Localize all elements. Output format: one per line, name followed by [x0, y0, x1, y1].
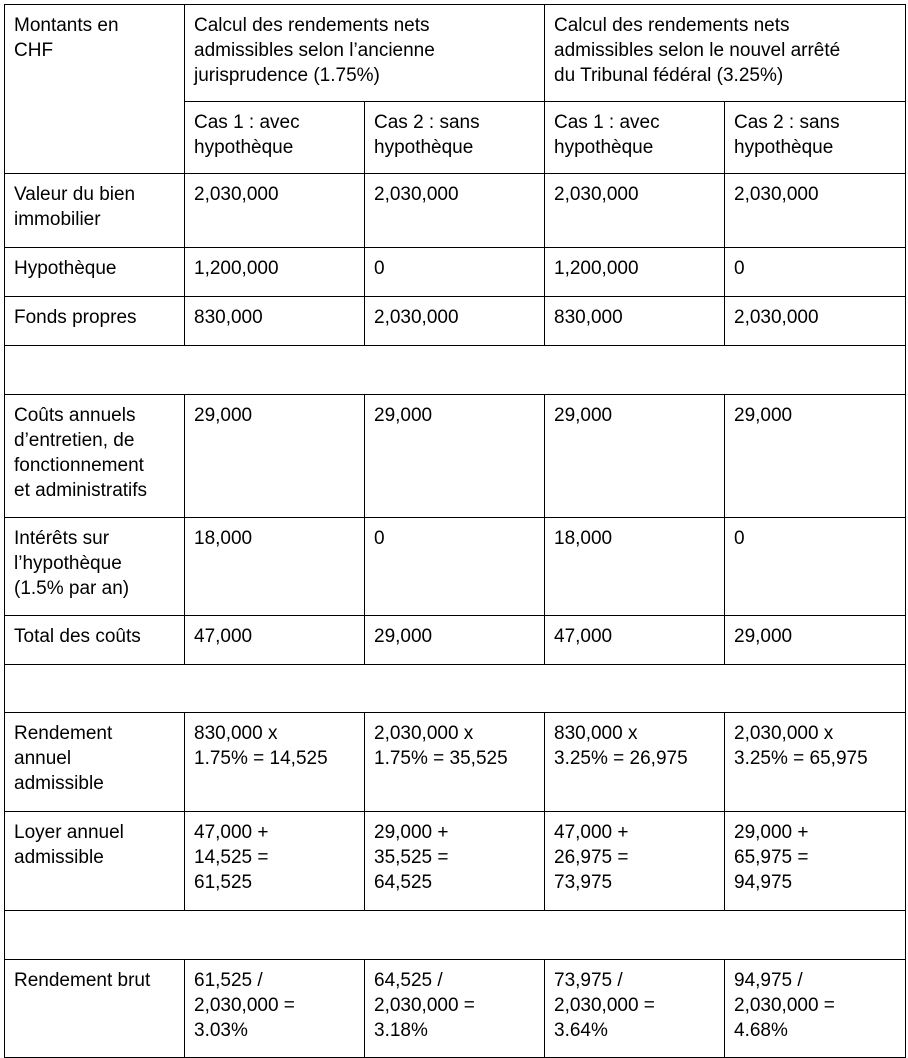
table-cell: 0 — [725, 248, 906, 297]
table-cell: 47,000 + 26,975 = 73,975 — [545, 812, 725, 911]
table-cell: 29,000 + 35,525 = 64,525 — [365, 812, 545, 911]
row-label: Rendement brut — [5, 960, 185, 1058]
table-cell: 64,525 / 2,030,000 = 3.18% — [365, 960, 545, 1058]
table-cell: 0 — [725, 518, 906, 616]
table-cell: 18,000 — [185, 518, 365, 616]
spacer-row — [5, 911, 906, 960]
header-case-new-2: Cas 2 : sans hypothèque — [725, 102, 906, 174]
table-cell: 830,000 — [545, 297, 725, 346]
row-label: Loyer annuel admissible — [5, 812, 185, 911]
spacer-row — [5, 665, 906, 713]
table-cell: 47,000 — [185, 616, 365, 665]
table-cell: 29,000 — [545, 395, 725, 518]
table-row — [5, 174, 906, 248]
row-label: Hypothèque — [5, 248, 185, 297]
table-row — [5, 616, 906, 665]
row-label: Valeur du bien immobilier — [5, 174, 185, 248]
table-cell: 2,030,000 — [185, 174, 365, 248]
spacer-row — [5, 346, 906, 395]
row-label: Fonds propres — [5, 297, 185, 346]
table-cell: 2,030,000 x 3.25% = 65,975 — [725, 713, 906, 812]
table-row — [5, 297, 906, 346]
table-cell: 29,000 + 65,975 = 94,975 — [725, 812, 906, 911]
spacer-cell — [5, 665, 906, 713]
header-case-old-1: Cas 1 : avec hypothèque — [185, 102, 365, 174]
row-label: Rendement annuel admissible — [5, 713, 185, 812]
table-cell: 47,000 + 14,525 = 61,525 — [185, 812, 365, 911]
table-cell: 830,000 — [185, 297, 365, 346]
table-cell: 2,030,000 — [725, 174, 906, 248]
table-cell: 47,000 — [545, 616, 725, 665]
header-new-ruling: Calcul des rendements nets admissibles selon le nouvel arrêté du Tribunal fédéral (3.25%) — [545, 5, 906, 102]
table-cell: 2,030,000 — [365, 174, 545, 248]
row-label: Total des coûts — [5, 616, 185, 665]
table-cell: 1,200,000 — [185, 248, 365, 297]
row-label: Intérêts sur l’hypothèque (1.5% par an) — [5, 518, 185, 616]
table-row — [5, 960, 906, 1058]
table-cell: 0 — [365, 518, 545, 616]
header-case-new-1: Cas 1 : avec hypothèque — [545, 102, 725, 174]
table-cell: 29,000 — [725, 395, 906, 518]
spacer-cell — [5, 911, 906, 960]
table-row — [5, 812, 906, 911]
table-row — [5, 713, 906, 812]
header-row-groups — [5, 5, 906, 102]
table-row — [5, 395, 906, 518]
header-old-jurisprudence: Calcul des rendements nets admissibles selon l’ancienne jurisprudence (1.75%) — [185, 5, 545, 102]
table-cell: 29,000 — [725, 616, 906, 665]
table-cell: 73,975 / 2,030,000 = 3.64% — [545, 960, 725, 1058]
table-cell: 29,000 — [365, 616, 545, 665]
table-row — [5, 518, 906, 616]
table-row — [5, 248, 906, 297]
row-label: Coûts annuels d’entretien, de fonctionnement et administratifs — [5, 395, 185, 518]
table-cell: 0 — [365, 248, 545, 297]
header-corner-cell: Montants en CHF — [5, 5, 185, 174]
header-case-old-2: Cas 2 : sans hypothèque — [365, 102, 545, 174]
spacer-cell — [5, 346, 906, 395]
table-cell: 830,000 x 3.25% = 26,975 — [545, 713, 725, 812]
table-cell: 830,000 x 1.75% = 14,525 — [185, 713, 365, 812]
table-cell: 2,030,000 — [545, 174, 725, 248]
rent-calculation-table — [4, 4, 906, 1058]
table-cell: 2,030,000 — [365, 297, 545, 346]
table-cell: 18,000 — [545, 518, 725, 616]
table-cell: 2,030,000 — [725, 297, 906, 346]
table-cell: 61,525 / 2,030,000 = 3.03% — [185, 960, 365, 1058]
table-cell: 29,000 — [185, 395, 365, 518]
table-cell: 2,030,000 x 1.75% = 35,525 — [365, 713, 545, 812]
table-cell: 1,200,000 — [545, 248, 725, 297]
table-cell: 29,000 — [365, 395, 545, 518]
table-cell: 94,975 / 2,030,000 = 4.68% — [725, 960, 906, 1058]
